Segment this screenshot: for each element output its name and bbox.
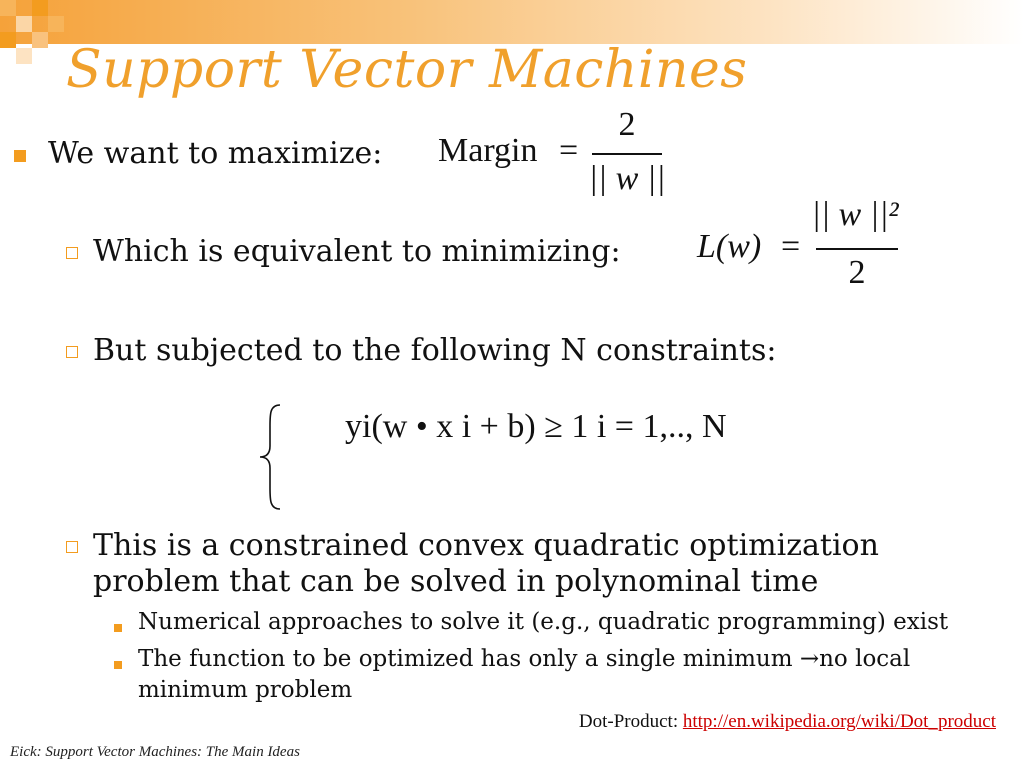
loss-lhs: L(w) (697, 228, 762, 265)
loss-numerator: || w ||² (811, 196, 899, 233)
fraction-line (816, 248, 898, 250)
equals-sign: = (781, 228, 801, 265)
decor-square (32, 32, 48, 48)
constraint-formula: yi(w • x i + b) ≥ 1 i = 1,.., N (345, 408, 727, 445)
margin-label: Margin (438, 132, 538, 169)
sub-bullet-marker (66, 247, 78, 259)
fraction-line (592, 153, 662, 155)
slide-footer-source: Eick: Support Vector Machines: The Main Ideas (10, 744, 300, 760)
decor-square (0, 32, 16, 48)
dot-product-label: Dot-Product: (578, 711, 683, 732)
bullet-maximize: We want to maximize: (48, 136, 383, 171)
bullet-convex-line2: problem that can be solved in polynominal time (93, 564, 819, 599)
bullet-marker (114, 661, 122, 669)
sub-bullet-marker (66, 346, 78, 358)
header-gradient-bar (0, 0, 1024, 44)
bullet-minimizing: Which is equivalent to minimizing: (93, 234, 621, 269)
dot-product-reference (579, 711, 996, 733)
sub-bullet-marker (66, 541, 78, 553)
slide-title: Support Vector Machines (66, 40, 748, 100)
bullet-constraints: But subjected to the following N constraints: (93, 333, 777, 368)
sub-bullet-minimum-line2: minimum problem (138, 677, 353, 703)
decor-square (48, 16, 64, 32)
margin-denominator: || w || (588, 160, 666, 197)
decor-square (32, 0, 48, 16)
margin-numerator: 2 (618, 106, 636, 143)
dot-product-link[interactable]: http://en.wikipedia.org/wiki/Dot_product (682, 711, 996, 732)
bullet-convex-line1: This is a constrained convex quadratic optimization (93, 528, 879, 563)
decor-square (0, 0, 16, 16)
sub-bullet-minimum-line1: The function to be optimized has only a single minimum →no local (138, 646, 911, 672)
decor-square (16, 16, 32, 32)
bullet-marker (114, 624, 122, 632)
left-brace-icon (256, 402, 284, 512)
loss-denominator: 2 (848, 254, 866, 291)
bullet-marker (14, 150, 26, 162)
sub-bullet-numerical: Numerical approaches to solve it (e.g., quadratic programming) exist (138, 609, 949, 635)
equals-sign: = (559, 132, 579, 169)
decor-square (16, 48, 32, 64)
